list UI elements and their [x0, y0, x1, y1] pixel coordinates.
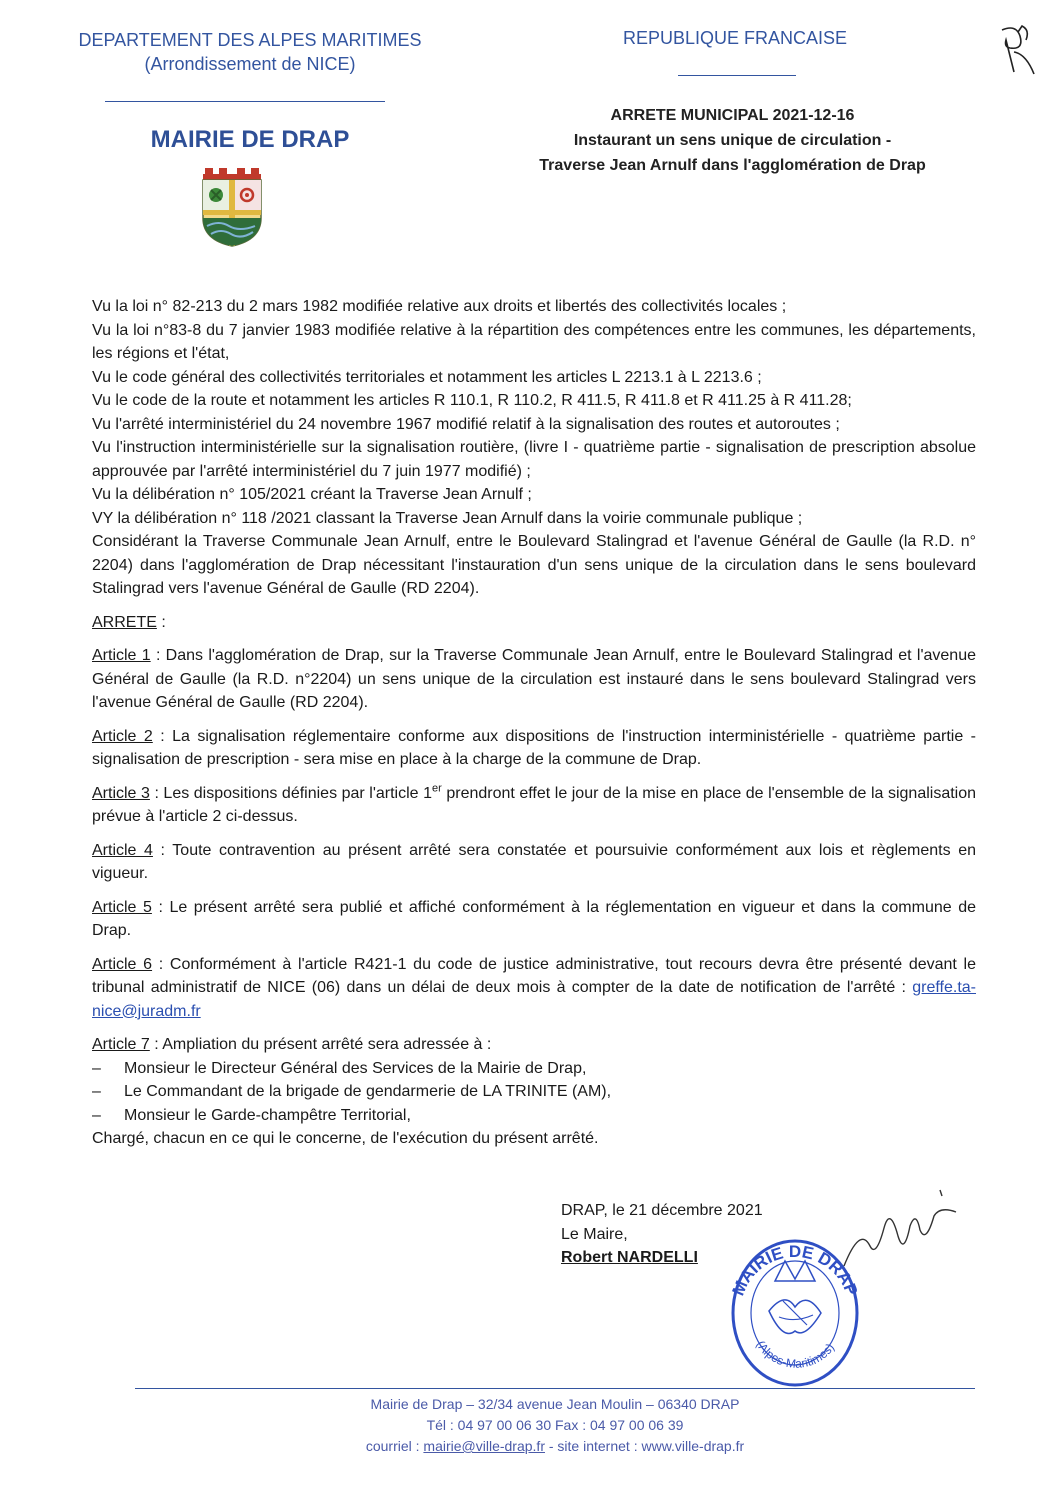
- spacer: [92, 772, 976, 782]
- article-6-text: : Conformément à l'article R421-1 du code de justice administrative, tout recours devra être présenté devant le tribunal administratif de NICE (06) dans un délai de deux mois à compter de la date de notification de l'arrêté :: [92, 955, 977, 996]
- article-3-text-after: prendront effet le jour de la mise en place de l'ensemble de la signalisation prévue à l'article 2 ci-dessus.: [92, 784, 977, 825]
- article-7-text: : Ampliation du présent arrêté sera adressée à :: [149, 1036, 492, 1053]
- article-1-text: : Dans l'agglomération de Drap, sur la Traverse Communale Jean Arnulf, entre le Boulevard Stalingrad et l'avenue Général de Gaulle (la R.D. n°2204) un sens unique de la circulation est instauré dans le sens boulevard Stalingrad vers l'avenue Général de Gaulle (RD 2204).: [92, 647, 977, 711]
- mairie-email-link[interactable]: mairie@ville-drap.fr: [423, 1438, 545, 1454]
- visa-4: Vu le code de la route et notamment les articles R 110.1, R 110.2, R 411.5, R 411.8 et R 411.25 à R 411.28;: [92, 392, 852, 409]
- courriel-label: courriel :: [365, 1438, 424, 1454]
- recipient-item: – Monsieur le Directeur Général des Services de la Mairie de Drap,: [92, 1057, 976, 1081]
- recipient-item: – Le Commandant de la brigade de gendarmerie de LA TRINITE (AM),: [92, 1080, 976, 1104]
- arrete-heading-word: ARRETE: [92, 613, 157, 631]
- mayor-role: Le Maire,: [561, 1225, 628, 1243]
- visa-8: VY la délibération n° 118 /2021 classant la Traverse Jean Arnulf dans la voirie communale publique ;: [92, 509, 803, 527]
- spacer: [92, 829, 976, 839]
- spacer: [92, 634, 976, 644]
- arrete-number: ARRETE MUNICIPAL 2021-12-16: [610, 107, 855, 124]
- article-6: [92, 953, 976, 1024]
- article-7: [92, 1033, 976, 1057]
- arrete-heading-colon: :: [156, 613, 166, 631]
- article-3-superscript: er: [432, 782, 442, 795]
- article-4-label: Article 4: [92, 841, 153, 859]
- arrete-subject-line1: Instaurant un sens unique de circulation -: [573, 132, 892, 149]
- website-text: - site internet : www.ville-drap.fr: [544, 1438, 745, 1454]
- article-1-label: Article 1: [92, 647, 151, 664]
- mairie-title: MAIRIE DE DRAP: [150, 126, 350, 153]
- spacer: [92, 601, 976, 611]
- article-7-label: Article 7: [92, 1036, 150, 1053]
- visa-5: Vu l'arrêté interministériel du 24 novembre 1967 modifié relatif à la signalisation des routes et autoroutes ;: [92, 415, 840, 433]
- visa-2: Vu la loi n°83-8 du 7 janvier 1983 modifiée relative à la répartition des compétences entre les communes, les départements, les régions et l'état,: [92, 321, 976, 362]
- arrondissement-name: (Arrondissement de NICE): [144, 54, 356, 74]
- mayor-name: Robert NARDELLI: [561, 1249, 698, 1266]
- place-date: DRAP, le 21 décembre 2021: [561, 1202, 763, 1219]
- spacer: [92, 1023, 976, 1033]
- arrete-title: [470, 103, 995, 178]
- coat-of-arms-icon: [199, 166, 265, 248]
- visa-7: Vu la délibération n° 105/2021 créant la Traverse Jean Arnulf ;: [92, 486, 532, 503]
- article-2: [92, 725, 976, 772]
- header-divider-left: [105, 101, 385, 102]
- spacer: [92, 715, 976, 725]
- svg-text:(Alpes-Maritimes): (Alpes-Maritimes): [753, 1338, 838, 1371]
- article-3: [92, 782, 976, 829]
- greffe-email-link[interactable]: greffe.ta-nice@juradm.fr: [92, 979, 976, 1020]
- considerant: Considérant la Traverse Communale Jean Arnulf, entre le Boulevard Stalingrad et l'avenue Général de Gaulle (la R.D. n° 2204) dans l'agglomération de Drap nécessitant l'instauration d'un sens unique de la circulation dans le sens boulevard Stalingrad vers l'avenue Général de Gaulle (RD 2204).: [92, 533, 976, 597]
- article-5-label: Article 5: [92, 898, 152, 916]
- arrete-heading: [92, 611, 976, 635]
- footer-divider: [135, 1388, 975, 1389]
- visa-3: Vu le code général des collectivités territoriales et notamment les articles L 2213.1 à L 2213.6 ;: [92, 368, 762, 386]
- document-body: [92, 295, 976, 1151]
- article-1: [92, 644, 976, 715]
- article-6-label: Article 6: [92, 955, 153, 973]
- article-2-label: Article 2: [92, 727, 153, 745]
- svg-text:MAIRIE DE DRAP: MAIRIE DE DRAP: [728, 1241, 862, 1299]
- arrete-subject-line2: Traverse Jean Arnulf dans l'agglomération de Drap: [539, 157, 926, 174]
- execution-clause: Chargé, chacun en ce qui le concerne, de l'exécution du présent arrêté.: [92, 1130, 599, 1147]
- recipient-item: – Monsieur le Garde-champêtre Territorial,: [92, 1104, 976, 1128]
- header-divider-right: [678, 75, 796, 76]
- article-5: [92, 896, 976, 943]
- mayor-signature-icon: [840, 1186, 960, 1276]
- article-4-text: : Toute contravention au présent arrêté sera constatée et poursuivie conformément aux lois et règlements en vigueur.: [92, 841, 976, 882]
- article-3-text-before: : Les dispositions définies par l'article 1: [149, 784, 433, 802]
- republique-header: REPUBLIQUE FRANCAISE: [622, 28, 848, 48]
- footer-contact: [135, 1436, 975, 1457]
- spacer: [92, 886, 976, 896]
- initials-signature-icon: [996, 22, 1040, 82]
- department-name: DEPARTEMENT DES ALPES MARITIMES: [78, 30, 422, 50]
- footer-phone: Tél : 04 97 00 06 30 Fax : 04 97 00 06 39: [426, 1417, 684, 1433]
- footer-address: Mairie de Drap – 32/34 avenue Jean Moulin – 06340 DRAP: [370, 1396, 740, 1412]
- visa-1: Vu la loi n° 82-213 du 2 mars 1982 modifiée relative aux droits et libertés des collectivités locales ;: [92, 298, 787, 315]
- spacer: [92, 943, 976, 953]
- article-5-text: : Le présent arrêté sera publié et affiché conformément à la réglementation en vigueur et dans la commune de Drap.: [92, 898, 976, 939]
- footer: [135, 1394, 975, 1457]
- article-4: [92, 839, 976, 886]
- article-2-text: : La signalisation réglementaire conforme aux dispositions de l'instruction interministérielle - quatrième partie - signalisation de prescription - sera mise en place à la charge de la commune de Drap.: [92, 727, 976, 768]
- article-3-label: Article 3: [92, 784, 150, 802]
- visa-6: Vu l'instruction interministérielle sur la signalisation routière, (livre I - quatrième partie - signalisation de prescription absolue approuvée par l'arrêté interministériel du 7 juin 1977 modifié) ;: [92, 439, 976, 480]
